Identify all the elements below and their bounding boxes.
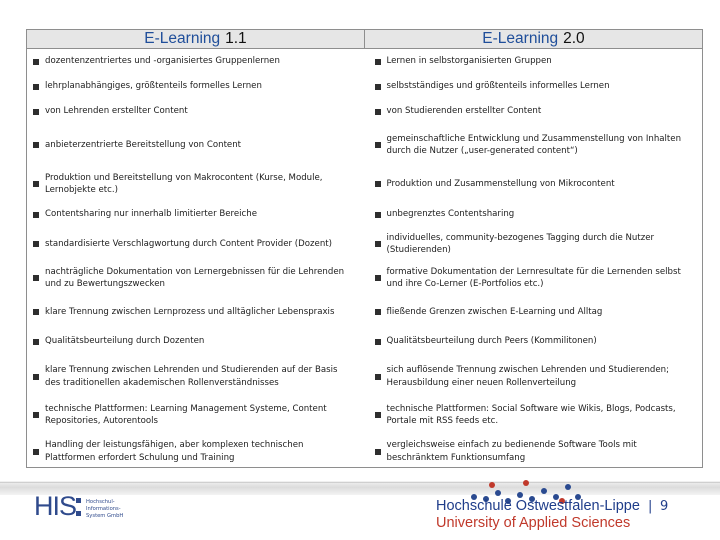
cell-elearning-1-1 xyxy=(27,335,369,348)
cell-text: standardisierte Verschlagwortung durch Content Provider (Dozent) xyxy=(45,238,333,249)
comparison-table xyxy=(26,29,703,468)
cell-text: technische Plattformen: Social Software wie Wikis, Blogs, Podcasts, Portale mit RSS feeds etc. xyxy=(386,403,676,426)
cell-elearning-2-0 xyxy=(369,80,703,93)
table-row xyxy=(27,399,702,431)
cell-text: individuelles, community-bezogenes Tagging durch die Nutzer (Studierenden) xyxy=(386,232,655,255)
his-logo xyxy=(34,491,134,528)
cell-elearning-1-1 xyxy=(27,55,369,68)
cell-elearning-1-1 xyxy=(27,364,369,389)
cell-text: lehrplanabhängiges, größtenteils formelles Lernen xyxy=(45,81,262,92)
cell-elearning-1-1 xyxy=(27,306,369,319)
university-name: Hochschule Ostwestfalen-Lippe xyxy=(436,498,640,514)
square-bullet-icon xyxy=(375,142,381,148)
page-number: 9 xyxy=(660,499,669,514)
cell-text: Contentsharing nur innerhalb limitierter Bereiche xyxy=(45,209,258,220)
cell-text: Handling der leistungsfähigen, aber komplexen technischen Plattformen erfordert Schulung und Training xyxy=(45,440,304,463)
cell-elearning-2-0 xyxy=(369,266,703,291)
cell-elearning-1-1 xyxy=(27,80,369,93)
cell-elearning-1-1 xyxy=(27,172,369,197)
table-row xyxy=(27,227,702,261)
square-bullet-icon xyxy=(375,181,381,187)
cell-elearning-2-0 xyxy=(369,133,703,158)
footer-band xyxy=(0,481,720,495)
cell-text: von Lehrenden erstellter Content xyxy=(45,106,188,117)
cell-text: technische Plattformen: Learning Management Systeme, Content Repositories, Autorentools xyxy=(45,403,327,426)
cell-text: selbstständiges und größtenteils informelles Lernen xyxy=(386,81,610,92)
table-body xyxy=(27,49,702,472)
table-row xyxy=(27,166,702,202)
header-version: 2.0 xyxy=(563,30,585,47)
square-bullet-icon xyxy=(375,309,381,315)
square-bullet-icon xyxy=(33,275,39,281)
cell-elearning-2-0 xyxy=(369,364,703,389)
cell-text: Lernen in selbstorganisierten Gruppen xyxy=(386,56,552,67)
cell-text: von Studierenden erstellter Content xyxy=(386,106,542,117)
square-bullet-icon xyxy=(33,412,39,418)
table-row xyxy=(27,74,702,99)
cell-text: dozentenzentriertes und -organisiertes Gruppenlernen xyxy=(45,56,280,67)
table-row xyxy=(27,261,702,295)
header-name: E-Learning xyxy=(482,30,559,47)
cell-text: sich auflösende Trennung zwischen Lehrenden und Studierenden; Herausbildung einer neuen Rollenverteilung xyxy=(386,365,669,388)
cell-elearning-2-0 xyxy=(369,105,703,118)
header-elearning-2-0 xyxy=(365,30,702,48)
table-row xyxy=(27,329,702,354)
square-bullet-icon xyxy=(375,59,381,65)
table-row xyxy=(27,49,702,74)
square-bullet-icon xyxy=(375,412,381,418)
square-bullet-icon xyxy=(33,84,39,90)
table-row xyxy=(27,99,702,124)
square-bullet-icon xyxy=(375,84,381,90)
square-bullet-icon xyxy=(375,241,381,247)
cell-elearning-2-0 xyxy=(369,55,703,68)
cell-elearning-1-1 xyxy=(27,208,369,221)
square-bullet-icon xyxy=(375,109,381,115)
cell-text: nachträgliche Dokumentation von Lernergebnissen für die Lehrenden und zu Bewertungszwecken xyxy=(45,266,345,289)
cell-elearning-2-0 xyxy=(369,335,703,348)
square-bullet-icon xyxy=(33,109,39,115)
cell-elearning-1-1 xyxy=(27,439,369,464)
cell-elearning-2-0 xyxy=(369,306,703,319)
square-bullet-icon xyxy=(33,449,39,455)
square-bullet-icon xyxy=(375,449,381,455)
his-line: Hochschul- xyxy=(86,499,115,505)
cell-elearning-1-1 xyxy=(27,105,369,118)
square-bullet-icon xyxy=(33,309,39,315)
square-bullet-icon xyxy=(33,374,39,380)
footer-divider xyxy=(0,482,720,483)
university-subtitle: University of Applied Sciences xyxy=(436,515,631,531)
cell-text: klare Trennung zwischen Lernprozess und alltäglicher Lebenspraxis xyxy=(45,306,335,317)
his-line: System GmbH xyxy=(86,513,124,519)
cell-elearning-1-1 xyxy=(27,238,369,251)
cell-elearning-2-0 xyxy=(369,439,703,464)
cell-text: Qualitätsbeurteilung durch Dozenten xyxy=(45,336,205,347)
cell-text: anbieterzentrierte Bereitstellung von Content xyxy=(45,139,242,150)
cell-text: vergleichsweise einfach zu bedienende Software Tools mit beschränktem Funktionsumfang xyxy=(386,440,637,463)
cell-elearning-2-0 xyxy=(369,232,703,257)
cell-text: unbegrenztes Contentsharing xyxy=(386,209,515,220)
cell-text: klare Trennung zwischen Lehrenden und Studierenden auf der Basis des traditionellen akademischen Rollenverständnisses xyxy=(45,365,338,388)
cell-text: fließende Grenzen zwischen E-Learning und Alltag xyxy=(386,306,603,317)
square-bullet-icon xyxy=(33,339,39,345)
his-subtext xyxy=(86,499,123,520)
square-bullet-icon xyxy=(33,241,39,247)
cell-elearning-2-0 xyxy=(369,178,703,191)
table-row xyxy=(27,202,702,227)
header-elearning-1-1 xyxy=(27,30,365,48)
table-row xyxy=(27,431,702,472)
table-row xyxy=(27,124,702,166)
cell-text: formative Dokumentation der Lernresultate für die Lernenden selbst und ihre Co-Lerner (E-Portfolios etc.) xyxy=(386,266,681,289)
cell-text: Produktion und Zusammenstellung von Mikrocontent xyxy=(386,178,615,189)
square-bullet-icon xyxy=(375,374,381,380)
table-header-row xyxy=(27,30,702,49)
square-bullet-icon xyxy=(375,339,381,345)
his-colon-icon xyxy=(76,498,82,520)
table-row xyxy=(27,295,702,329)
page-separator: | xyxy=(648,499,653,514)
square-bullet-icon xyxy=(33,59,39,65)
square-bullet-icon xyxy=(33,142,39,148)
square-bullet-icon xyxy=(375,212,381,218)
cell-elearning-2-0 xyxy=(369,403,703,428)
square-bullet-icon xyxy=(33,212,39,218)
table-row xyxy=(27,354,702,399)
cell-text: Produktion und Bereitstellung von Makrocontent (Kurse, Module, Lernobjekte etc.) xyxy=(45,172,323,195)
cell-elearning-2-0 xyxy=(369,208,703,221)
cell-elearning-1-1 xyxy=(27,403,369,428)
square-bullet-icon xyxy=(375,275,381,281)
cell-elearning-1-1 xyxy=(27,266,369,291)
cell-elearning-1-1 xyxy=(27,139,369,152)
cell-text: gemeinschaftliche Entwicklung und Zusammenstellung von Inhalten durch die Nutzer („user-generated content“) xyxy=(386,133,682,156)
cell-text: Qualitätsbeurteilung durch Peers (Kommilitonen) xyxy=(386,336,597,347)
header-version: 1.1 xyxy=(225,30,247,47)
his-wordmark: HIS xyxy=(34,491,77,521)
square-bullet-icon xyxy=(33,181,39,187)
header-name: E-Learning xyxy=(144,30,221,47)
his-line: Informations- xyxy=(86,506,121,512)
